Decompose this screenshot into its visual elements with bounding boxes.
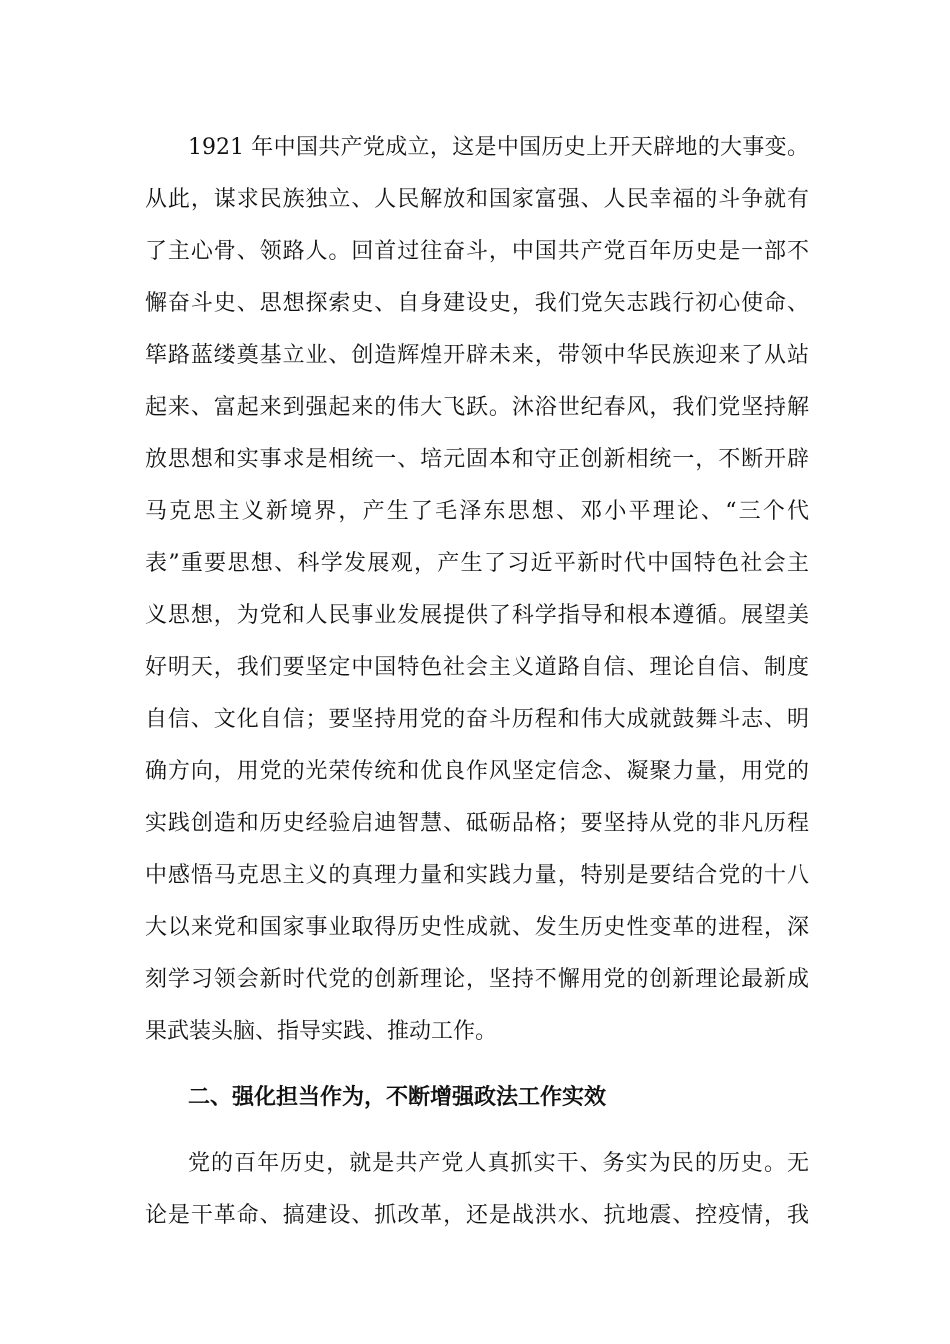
paragraph-1-line: 筚路蓝缕奠基立业、创造辉煌开辟未来，带领中华民族迎来了从站 <box>145 343 809 368</box>
paragraph-1-line: 马克思主义新境界，产生了毛泽东思想、邓小平理论、“三个代 <box>145 499 809 524</box>
paragraph-1-line: 义思想，为党和人民事业发展提供了科学指导和根本遵循。展望美 <box>145 603 809 628</box>
paragraph-1-line: 好明天，我们要坚定中国特色社会主义道路自信、理论自信、制度 <box>145 655 809 680</box>
paragraph-1-line: 大以来党和国家事业取得历史性成就、发生历史性变革的进程，深 <box>145 915 809 940</box>
paragraph-1-line: 确方向，用党的光荣传统和优良作风坚定信念、凝聚力量，用党的 <box>145 759 809 784</box>
paragraph-1-line: 放思想和实事求是相统一、培元固本和守正创新相统一，不断开辟 <box>145 447 809 472</box>
paragraph-1-line: 起来、富起来到强起来的伟大飞跃。沐浴世纪春风，我们党坚持解 <box>145 395 809 420</box>
paragraph-1-line: 刻学习领会新时代党的创新理论，坚持不懈用党的创新理论最新成 <box>145 967 809 992</box>
paragraph-2-line: 党的百年历史，就是共产党人真抓实干、务实为民的历史。无 <box>188 1151 809 1176</box>
paragraph-1-line: 了主心骨、领路人。回首过往奋斗，中国共产党百年历史是一部不 <box>145 239 809 264</box>
paragraph-1-line: 懈奋斗史、思想探索史、自身建设史，我们党矢志践行初心使命、 <box>145 291 809 316</box>
section-heading: 二、强化担当作为，不断增强政法工作实效 <box>188 1085 607 1110</box>
paragraph-1-line: 从此，谋求民族独立、人民解放和国家富强、人民幸福的斗争就有 <box>145 187 809 212</box>
paragraph-1-line: 实践创造和历史经验启迪智慧、砥砺品格；要坚持从党的非凡历程 <box>145 811 809 836</box>
paragraph-1-line: 自信、文化自信；要坚持用党的奋斗历程和伟大成就鼓舞斗志、明 <box>145 707 809 732</box>
paragraph-2-line: 论是干革命、搞建设、抓改革，还是战洪水、抗地震、控疫情，我 <box>145 1203 809 1228</box>
paragraph-1-line: 中感悟马克思主义的真理力量和实践力量，特别是要结合党的十八 <box>145 863 809 888</box>
paragraph-1-line: 表”重要思想、科学发展观，产生了习近平新时代中国特色社会主 <box>145 551 809 576</box>
paragraph-1-line: 果武装头脑、指导实践、推动工作。 <box>145 1019 498 1044</box>
paragraph-1-line: 1921 年中国共产党成立，这是中国历史上开天辟地的大事变。 <box>188 135 809 160</box>
